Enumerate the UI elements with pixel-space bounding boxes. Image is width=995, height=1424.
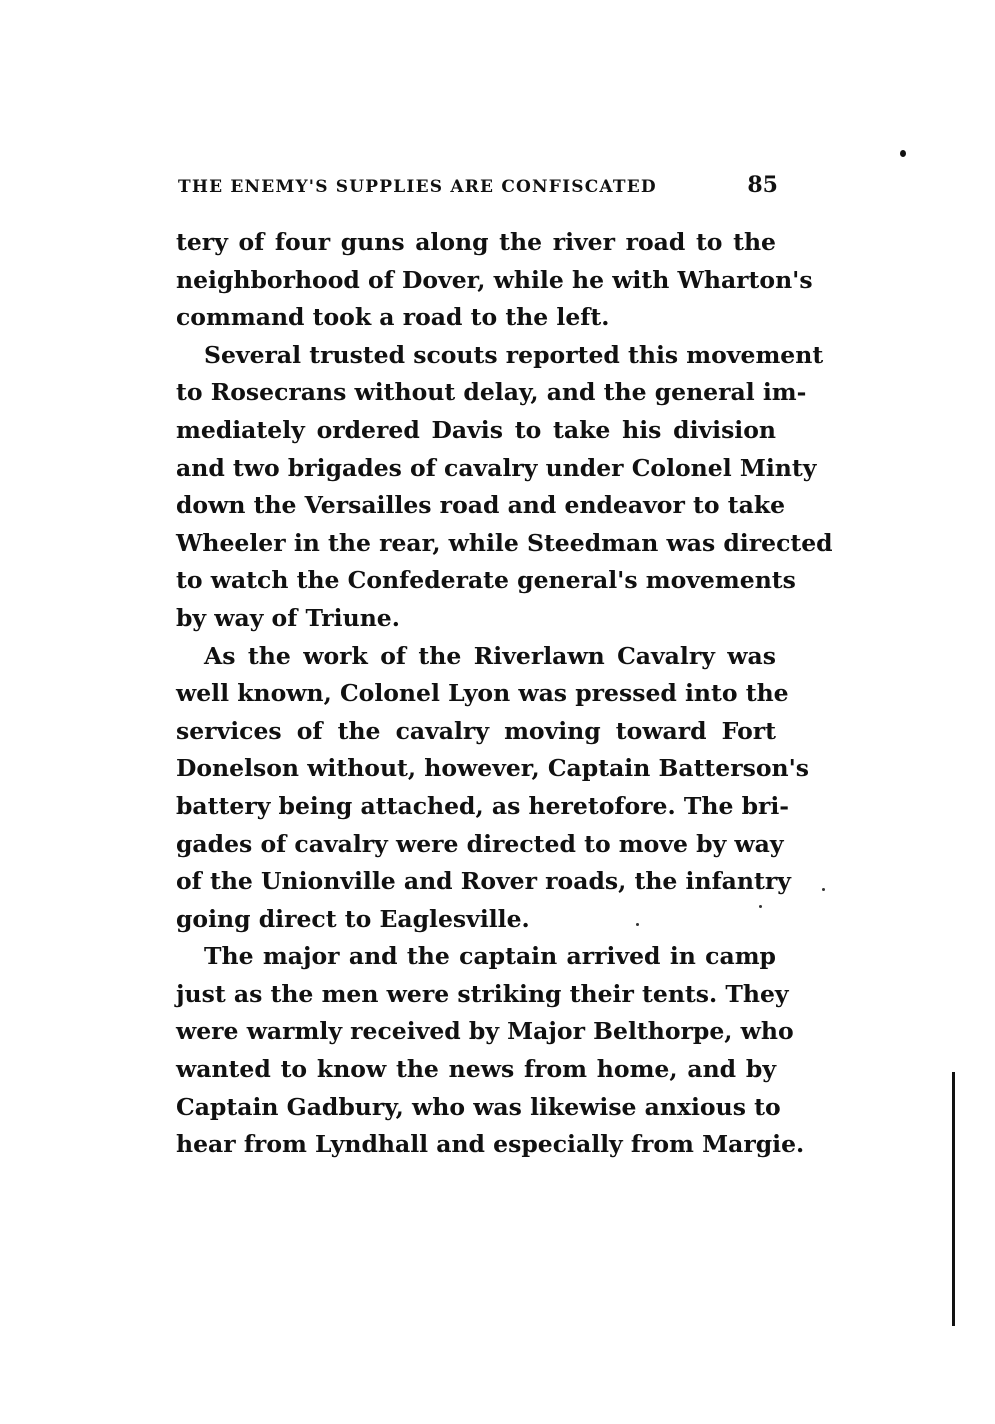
text-line: gades of cavalry were directed to move by way (176, 829, 784, 858)
text-line: Wheeler in the rear, while Steedman was directed (176, 528, 833, 557)
paragraph (176, 638, 810, 939)
text-line: command took a road to the left. (176, 303, 610, 332)
text-line: of the Unionville and Rover roads, the infantry (176, 867, 791, 896)
text-line: to Rosecrans without delay, and the general im- (176, 378, 807, 407)
paragraph (176, 938, 805, 1164)
ink-dot (900, 150, 906, 157)
text-line: Captain Gadbury, who was likewise anxious to (176, 1092, 781, 1121)
text-line: mediately ordered Davis to take his division (176, 415, 776, 444)
text-line: down the Versailles road and endeavor to take (176, 491, 786, 520)
running-title: THE ENEMY'S SUPPLIES ARE CONFISCATED (178, 177, 657, 197)
text-line: Donelson without, however, Captain Batterson's (176, 754, 810, 783)
text-line: As the work of the Riverlawn Cavalry was (204, 641, 776, 670)
text-line: neighborhood of Dover, while he with Wharton's (176, 265, 813, 294)
paragraph (176, 224, 813, 337)
body-text (176, 224, 833, 1164)
scan-edge-line (952, 1072, 955, 1326)
text-line: to watch the Confederate general's movements (176, 566, 796, 595)
scan-speck (759, 905, 762, 908)
text-line: and two brigades of cavalry under Colonel Minty (176, 453, 817, 482)
text-line: well known, Colonel Lyon was pressed into the (176, 679, 789, 708)
text-line: The major and the captain arrived in camp (204, 942, 776, 971)
text-line: going direct to Eaglesville. (176, 904, 530, 933)
text-line: wanted to know the news from home, and by (176, 1055, 776, 1084)
text-line: just as the men were striking their tents. They (176, 979, 789, 1008)
text-line: hear from Lyndhall and especially from Margie. (176, 1130, 805, 1159)
page-number: 85 (747, 172, 778, 198)
text-line: services of the cavalry moving toward Fort (176, 716, 776, 745)
text-line: Several trusted scouts reported this movement (204, 340, 824, 369)
text-line: battery being attached, as heretofore. The bri- (176, 791, 790, 820)
running-head (178, 172, 778, 196)
text-line: were warmly received by Major Belthorpe, who (176, 1017, 794, 1046)
scan-speck (636, 923, 639, 926)
scan-speck (822, 888, 825, 891)
text-line: tery of four guns along the river road to the (176, 228, 776, 256)
text-line: by way of Triune. (176, 603, 400, 632)
paragraph (176, 337, 833, 638)
